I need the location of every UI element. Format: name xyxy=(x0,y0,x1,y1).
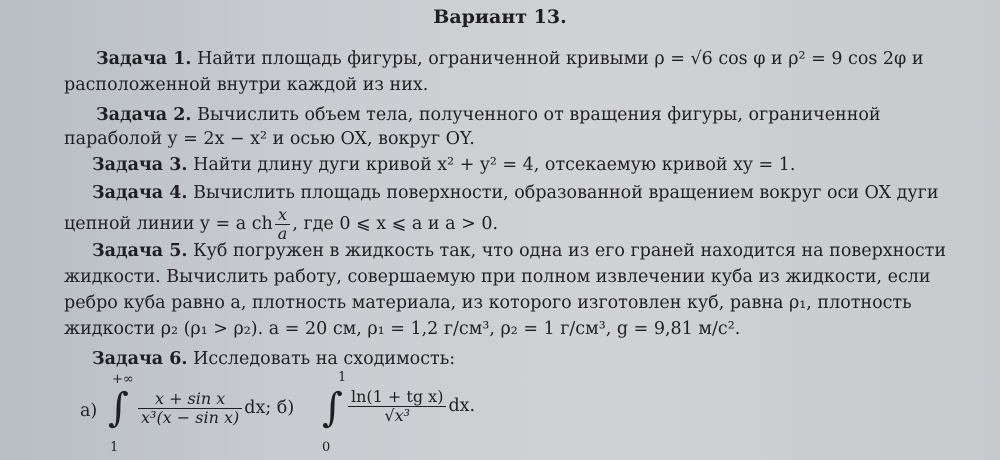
integral-a-denominator: x³(x − sin x) xyxy=(141,408,240,427)
task-5-line-2: жидкости. Вычислить работу, совершаемую при полном извлечении куба из жидкости, если xyxy=(64,267,931,287)
task-3-label: Задача 3. xyxy=(92,155,188,175)
task-4-line-1 xyxy=(92,182,939,204)
task-1-line-1 xyxy=(96,48,924,70)
integral-b-lower-limit: 0 xyxy=(322,440,331,455)
integral-a-upper-limit: +∞ xyxy=(112,372,134,387)
integral-a-integrand xyxy=(136,386,294,430)
x-over-a-fraction xyxy=(275,206,291,243)
integral-b-upper-limit: 1 xyxy=(338,370,347,385)
variant-title: Вариант 13. xyxy=(433,6,567,28)
task-5-line-1 xyxy=(92,240,946,262)
integral-b-fraction xyxy=(348,388,446,425)
task-4-condition-text: , где 0 ⩽ x ⩽ a и a > 0. xyxy=(292,214,499,234)
task-5-line-4: жидкости ρ₂ (ρ₁ > ρ₂). a = 20 см, ρ₁ = 1,2 г/см³, ρ₂ = 1 г/см³, g = 9,81 м/с². xyxy=(64,319,741,339)
task-6-line-1 xyxy=(92,348,455,370)
fraction-numerator: x xyxy=(275,206,291,225)
task-1-line-2: расположенной внутри каждой из них. xyxy=(64,75,429,95)
integral-sign-icon: ∫ xyxy=(322,385,343,431)
task-2-line-1 xyxy=(96,104,881,126)
task-3-text: Найти длину дуги кривой x² + y² = 4, отсекаемую кривой xy = 1. xyxy=(193,155,796,175)
task-4-text: Вычислить площадь поверхности, образованной вращением вокруг оси OX дуги xyxy=(193,183,939,203)
task-1-text: Найти площадь фигуры, ограниченной кривыми ρ = √6 cos φ и ρ² = 9 cos 2φ и xyxy=(197,49,924,69)
integral-b-numerator: ln(1 + tg x) xyxy=(348,388,446,407)
task-4-catenary-text: цепной линии y = a ch xyxy=(64,214,273,234)
integral-a-fraction xyxy=(138,390,242,427)
fraction-denominator: a xyxy=(277,224,288,243)
integral-a-lower-limit: 1 xyxy=(110,440,119,455)
task-5-label: Задача 5. xyxy=(92,241,188,261)
task-2-line-2: параболой y = 2x − x² и осью OX, вокруг OY. xyxy=(64,129,475,149)
integral-a-numerator: x + sin x xyxy=(138,390,242,409)
task-6-label: Задача 6. xyxy=(92,349,188,369)
task-2-label: Задача 2. xyxy=(96,105,192,125)
task-3-line-1 xyxy=(92,154,795,176)
integral-sign-icon: ∫ xyxy=(108,385,129,431)
task-1-label: Задача 1. xyxy=(96,49,192,69)
task-5-line-3: ребро куба равно a, плотность материала, из которого изготовлен куб, равна ρ₁, плотность xyxy=(64,293,912,313)
integral-b-tail: dx. xyxy=(448,396,476,416)
task-4-line-2 xyxy=(64,204,498,244)
task-4-label: Задача 4. xyxy=(92,183,188,203)
task-5-text: Куб погружен в жидкость так, что одна из его граней находится на поверхности xyxy=(193,241,947,261)
integral-b-denominator: √x³ xyxy=(384,406,411,425)
task-6-text: Исследовать на сходимость: xyxy=(193,349,456,369)
task-2-text: Вычислить объем тела, полученного от вращения фигуры, ограниченной xyxy=(197,105,881,125)
integral-b-integrand xyxy=(346,384,475,428)
integral-a-tail: dx; б) xyxy=(244,398,295,418)
integral-a-label: а) xyxy=(80,401,98,421)
